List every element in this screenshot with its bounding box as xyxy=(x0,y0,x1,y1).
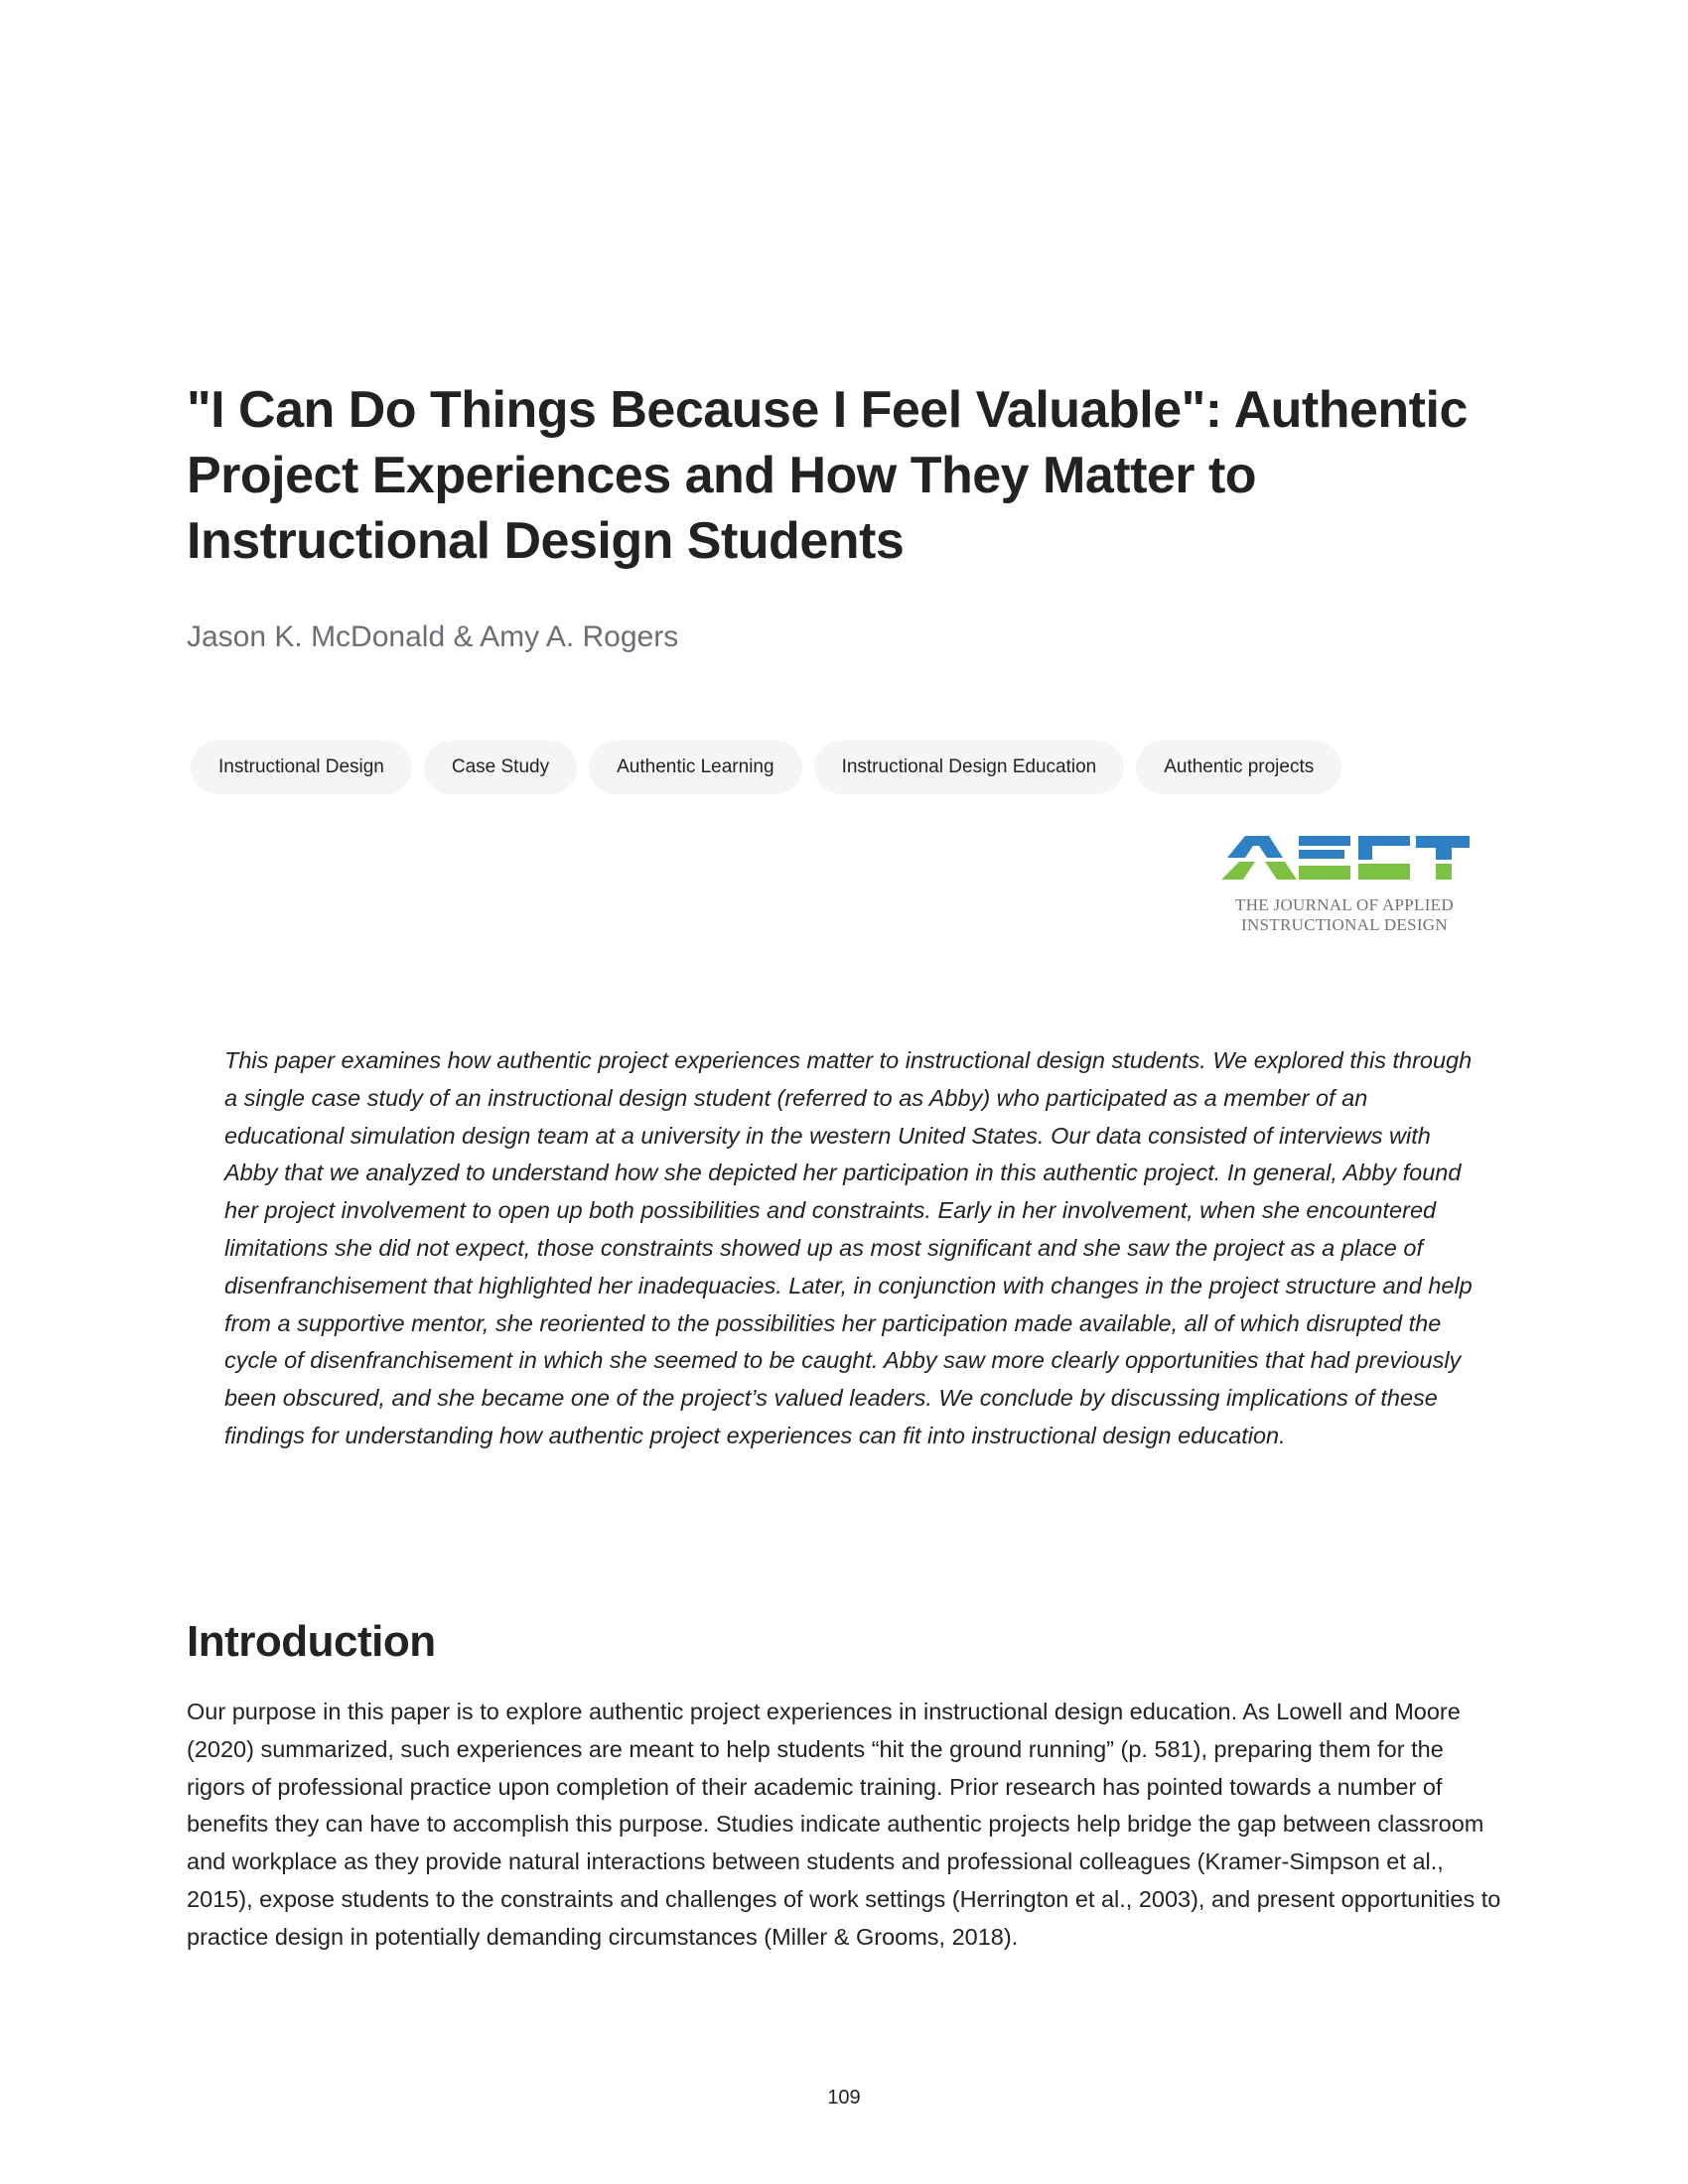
logo-letter-c-bottom xyxy=(1358,864,1410,880)
section-heading-introduction: Introduction xyxy=(187,1617,436,1666)
article-title: "I Can Do Things Because I Feel Valuable": Authentic Project Experiences and How They Matter to Instructional Design Students xyxy=(187,381,1468,570)
tag-authentic-projects[interactable]: Authentic projects xyxy=(1136,741,1341,794)
logo-letter-a-top xyxy=(1227,836,1283,858)
tag-instructional-design-education[interactable]: Instructional Design Education xyxy=(814,741,1125,794)
aect-journal-logo xyxy=(1217,834,1472,941)
logo-letter-t-stem-top xyxy=(1436,848,1452,860)
article-authors: Jason K. McDonald & Amy A. Rogers xyxy=(187,620,679,653)
keyword-tags xyxy=(191,741,1341,794)
logo-letter-t-top xyxy=(1416,836,1470,848)
logo-letter-e-bottom xyxy=(1299,866,1350,880)
tag-instructional-design[interactable]: Instructional Design xyxy=(191,741,412,794)
logo-letter-e-top xyxy=(1299,836,1350,846)
logo-letter-a-bottom xyxy=(1221,862,1255,880)
logo-subtitle-line1: THE JOURNAL OF APPLIED xyxy=(1235,895,1454,914)
logo-letter-c-left xyxy=(1358,846,1372,860)
page-number: 109 xyxy=(827,2087,861,2109)
logo-letter-e-mid xyxy=(1299,850,1344,859)
logo-letter-t-stem-bottom xyxy=(1436,864,1452,880)
tag-authentic-learning[interactable]: Authentic Learning xyxy=(589,741,801,794)
introduction-paragraph: Our purpose in this paper is to explore authentic project experiences in instructional design education. As Lowell and Moore (2020) summarized, such experiences are meant to help students “hit the ground running” (p. 581), preparing them for the rigors of professional practice upon completion of their academic training. Prior research has pointed towards a number of benefits they can have to accomplish this purpose. Studies indicate authentic projects help bridge the gap between classroom and workplace as they provide natural interactions between students and professional colleagues (Kramer-Simpson et al., 2015), expose students to the constraints and challenges of work settings (Herrington et al., 2003), and present opportunities to practice design in potentially demanding circumstances (Miller & Grooms, 2018). xyxy=(187,1699,1501,1950)
logo-subtitle xyxy=(1217,895,1472,935)
logo-letter-a-right xyxy=(1265,862,1297,880)
logo-letter-c-top xyxy=(1358,836,1410,846)
logo-subtitle-line2: INSTRUCTIONAL DESIGN xyxy=(1241,915,1448,934)
tag-case-study[interactable]: Case Study xyxy=(424,741,577,794)
abstract: This paper examines how authentic project experiences matter to instructional design students. We explored this through a single case study of an instructional design student (referred to as Abby) who participated as a member of an educational simulation design team at a university in the western United States. Our data consisted of interviews with Abby that we analyzed to understand how she depicted her participation in this authentic project. In general, Abby found her project involvement to open up both possibilities and constraints. Early in her involvement, when she encountered limitations she did not expect, those constraints showed up as most significant and she saw the project as a place of disenfranchisement that highlighted her inadequacies. Later, in conjunction with changes in the project structure and help from a supportive mentor, she reoriented to the possibilities her participation made available, all of which disrupted the cycle of disenfranchisement in which she seemed to be caught. Abby saw more clearly opportunities that had previously been obscured, and she became one of the project’s valued leaders. We conclude by discussing implications of these findings for understanding how authentic project experiences can fit into instructional design education. xyxy=(224,1047,1473,1448)
aect-logo-mark xyxy=(1217,834,1472,891)
